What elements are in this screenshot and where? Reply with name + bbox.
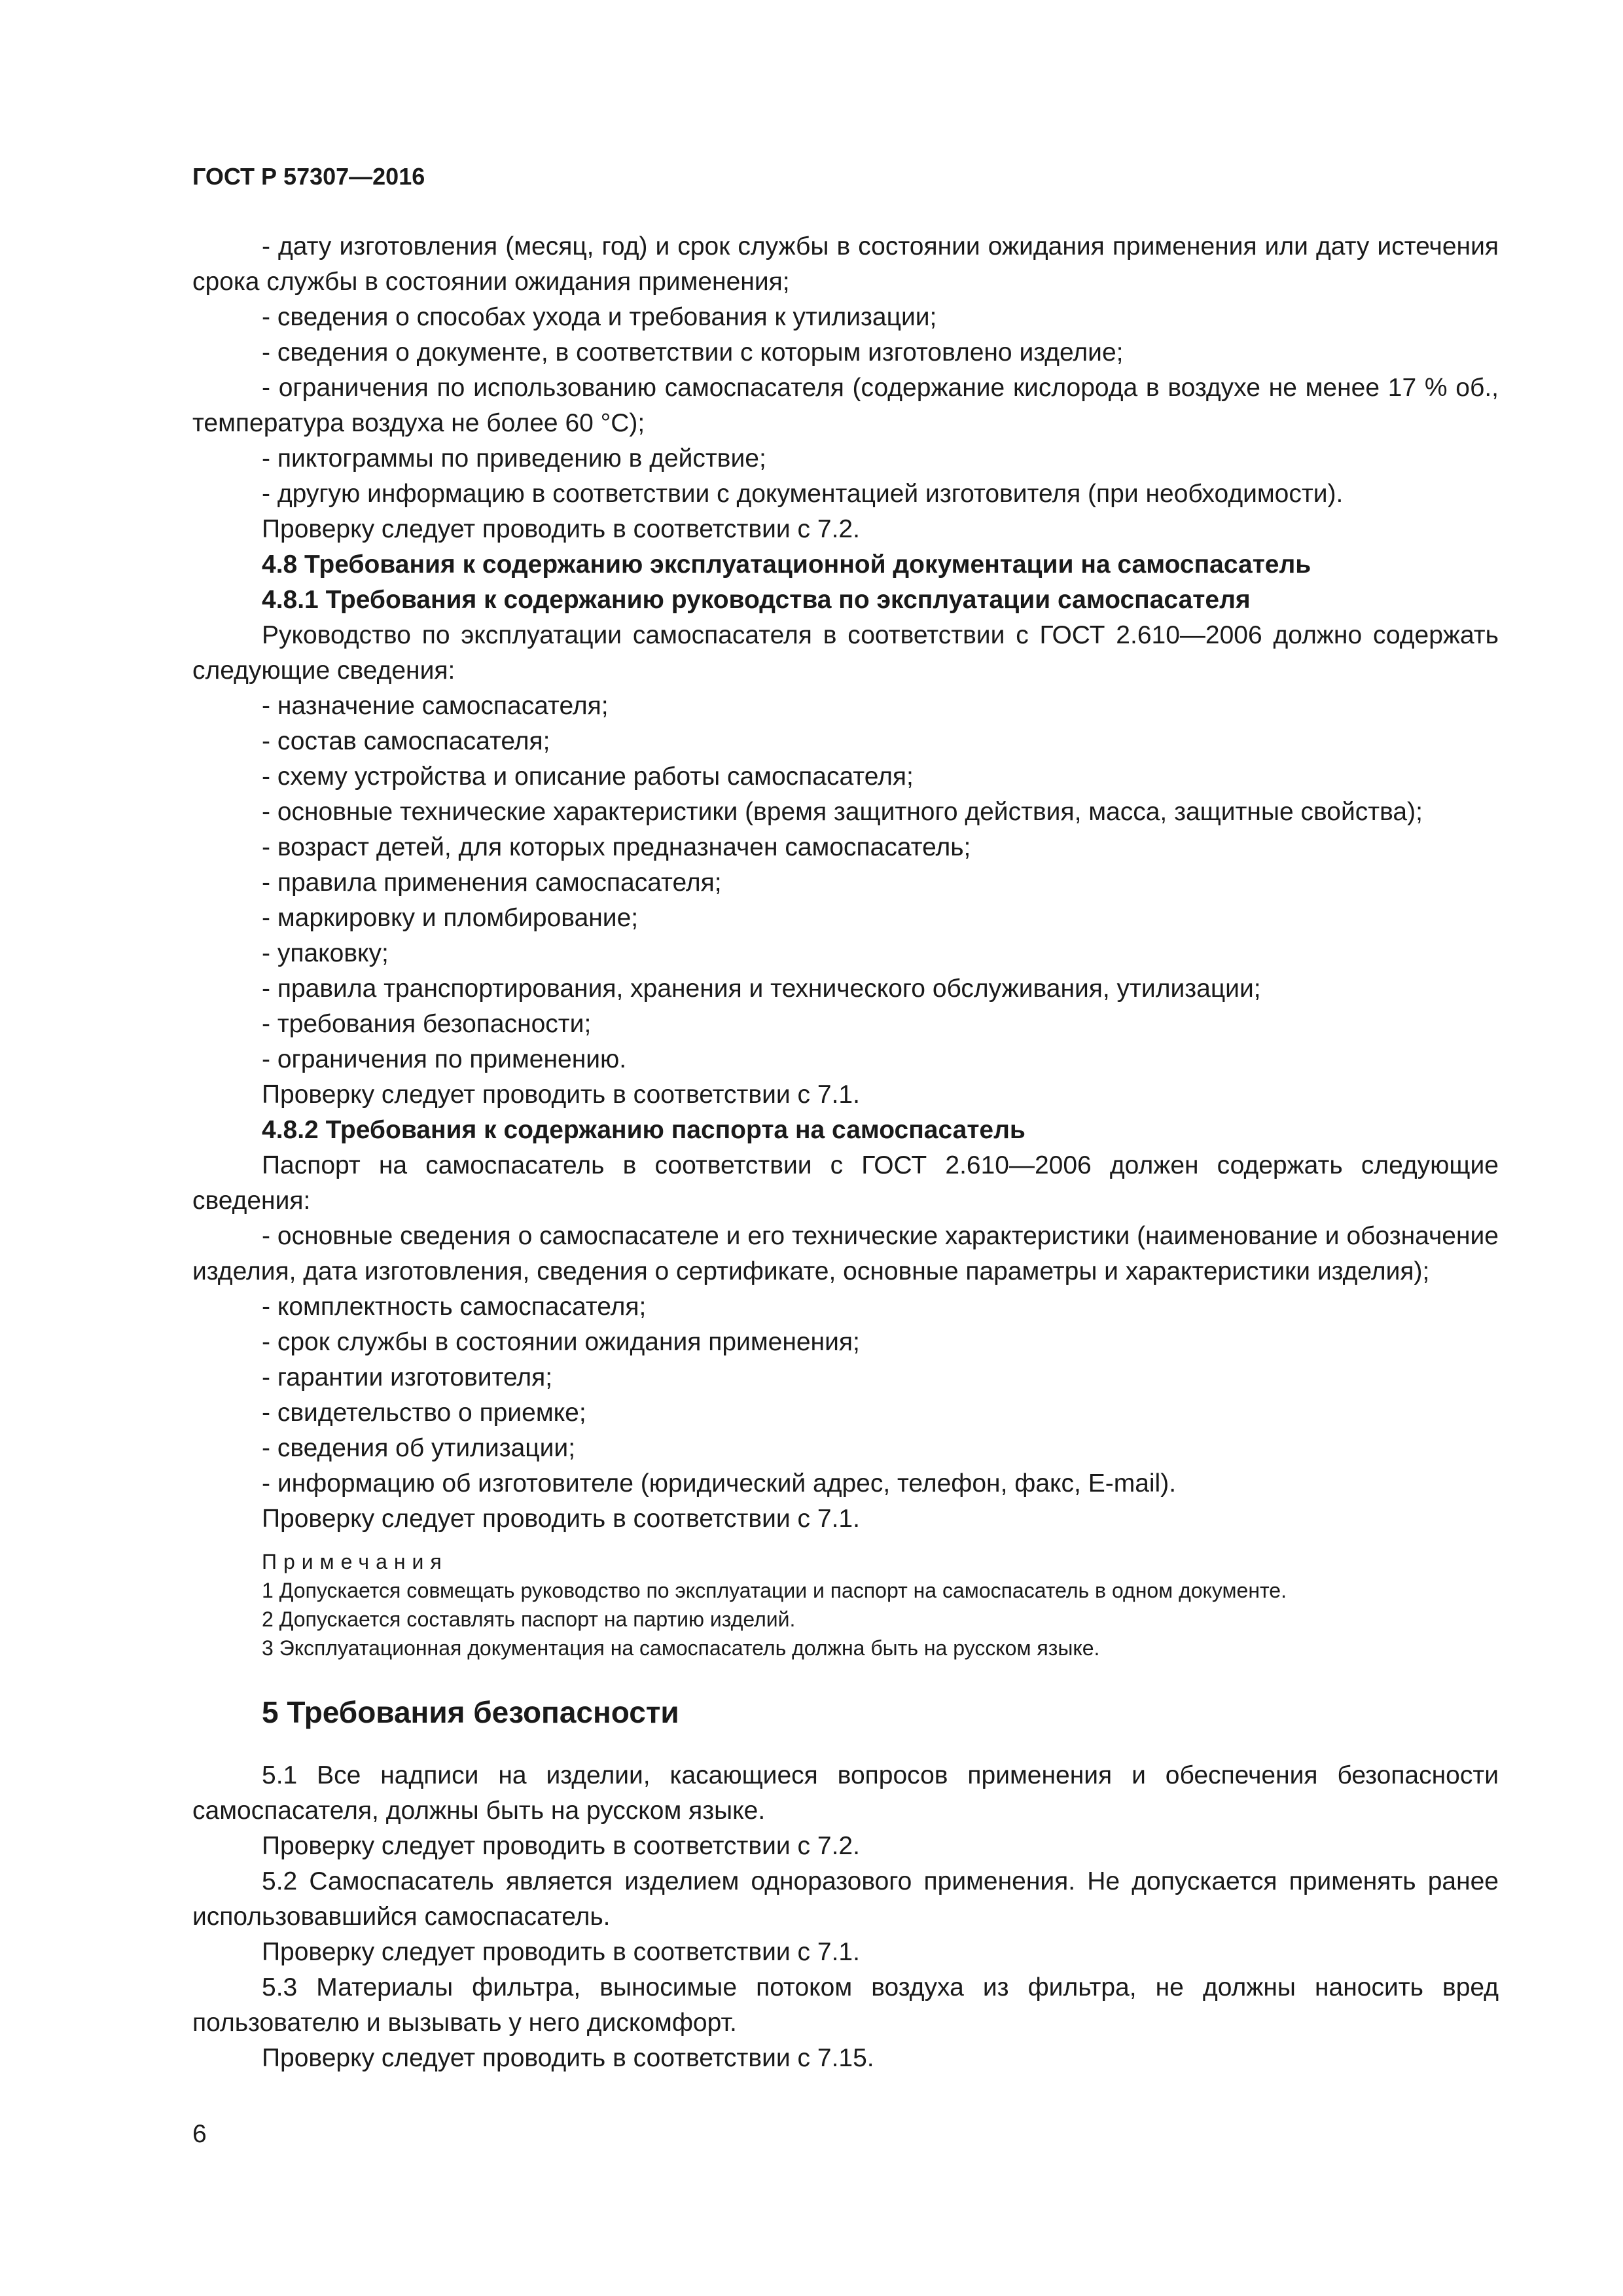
check-statement: Проверку следует проводить в соответствии с 7.15. (262, 2044, 874, 2072)
list-item: - требования безопасности; (262, 1010, 592, 1038)
list-item: - ограничения по использованию самоспасателя (содержание кислорода в воздухе не менее 17 % об., температура воздуха не более 60 °С); (192, 374, 1499, 437)
check-statement: Проверку следует проводить в соответствии с 7.2. (262, 515, 860, 543)
list-item: - правила применения самоспасателя; (262, 869, 722, 897)
document-code-header: ГОСТ Р 57307—2016 (192, 163, 425, 190)
section-heading-4-8: 4.8 Требования к содержанию эксплуатационной документации на самоспасатель (262, 550, 1311, 579)
list-item: - маркировку и пломбирование; (262, 904, 639, 932)
paragraph: 5.3 Материалы фильтра, выносимые потоком воздуха из фильтра, не должны наносить вред пользователю и вызывать у него дискомфорт. (192, 1973, 1499, 2037)
check-statement: Проверку следует проводить в соответствии с 7.1. (262, 1505, 860, 1533)
note-item: 1 Допускается совмещать руководство по эксплуатации и паспорт на самоспасатель в одном документе. (262, 1579, 1287, 1602)
check-statement: Проверку следует проводить в соответствии с 7.1. (262, 1081, 860, 1109)
list-item: - комплектность самоспасателя; (262, 1293, 647, 1321)
list-item: - сведения об утилизации; (262, 1434, 576, 1462)
list-item: - сведения о способах ухода и требования к утилизации; (262, 303, 937, 331)
paragraph: 5.2 Самоспасатель является изделием одноразового применения. Не допускается применять ранее использовавшийся самоспасатель. (192, 1867, 1499, 1931)
list-item: - правила транспортирования, хранения и технического обслуживания, утилизации; (262, 975, 1261, 1003)
section-heading-5: 5 Требования безопасности (262, 1695, 679, 1729)
check-statement: Проверку следует проводить в соответствии с 7.2. (262, 1832, 860, 1860)
list-item: - другую информацию в соответствии с документацией изготовителя (при необходимости). (262, 480, 1344, 508)
note-item: 2 Допускается составлять паспорт на партию изделий. (262, 1607, 796, 1631)
list-item: - дату изготовления (месяц, год) и срок службы в состоянии ожидания применения или дату истечения срока службы в состоянии ожидания применения; (192, 232, 1499, 296)
section-heading-4-8-2: 4.8.2 Требования к содержанию паспорта на самоспасатель (262, 1116, 1026, 1144)
list-item: - гарантии изготовителя; (262, 1363, 553, 1391)
section-heading-4-8-1: 4.8.1 Требования к содержанию руководства по эксплуатации самоспасателя (262, 586, 1251, 614)
list-item: - информацию об изготовителе (юридический адрес, телефон, факс, E-mail). (262, 1469, 1177, 1498)
list-item: - состав самоспасателя; (262, 727, 550, 755)
check-statement: Проверку следует проводить в соответствии с 7.1. (262, 1938, 860, 1966)
paragraph: Паспорт на самоспасатель в соответствии с ГОСТ 2.610—2006 должен содержать следующие сведения: (192, 1151, 1499, 1215)
notes-title: Примечания (262, 1550, 448, 1573)
page-content (192, 229, 1499, 2076)
note-item: 3 Эксплуатационная документация на самоспасатель должна быть на русском языке. (262, 1636, 1100, 1660)
list-item: - срок службы в состоянии ожидания применения; (262, 1328, 860, 1356)
list-item: - возраст детей, для которых предназначен самоспасатель; (262, 833, 971, 861)
list-item: - пиктограммы по приведению в действие; (262, 444, 766, 473)
paragraph: 5.1 Все надписи на изделии, касающиеся вопросов применения и обеспечения безопасности самоспасателя, должны быть на русском языке. (192, 1761, 1499, 1825)
list-item: - свидетельство о приемке; (262, 1399, 586, 1427)
list-item: - сведения о документе, в соответствии с которым изготовлено изделие; (262, 338, 1124, 367)
list-item: - схему устройства и описание работы самоспасателя; (262, 762, 914, 791)
list-item: - назначение самоспасателя; (262, 692, 609, 720)
list-item: - ограничения по применению. (262, 1045, 627, 1073)
paragraph: Руководство по эксплуатации самоспасателя в соответствии с ГОСТ 2.610—2006 должно содержать следующие сведения: (192, 621, 1499, 685)
list-item: - основные технические характеристики (время защитного действия, масса, защитные свойства); (262, 798, 1423, 826)
list-item: - упаковку; (262, 939, 389, 967)
list-item: - основные сведения о самоспасателе и его технические характеристики (наименование и обозначение изделия, дата изготовления, сведения о сертификате, основные параметры и характеристики изделия); (192, 1222, 1499, 1285)
page-number: 6 (192, 2120, 207, 2148)
